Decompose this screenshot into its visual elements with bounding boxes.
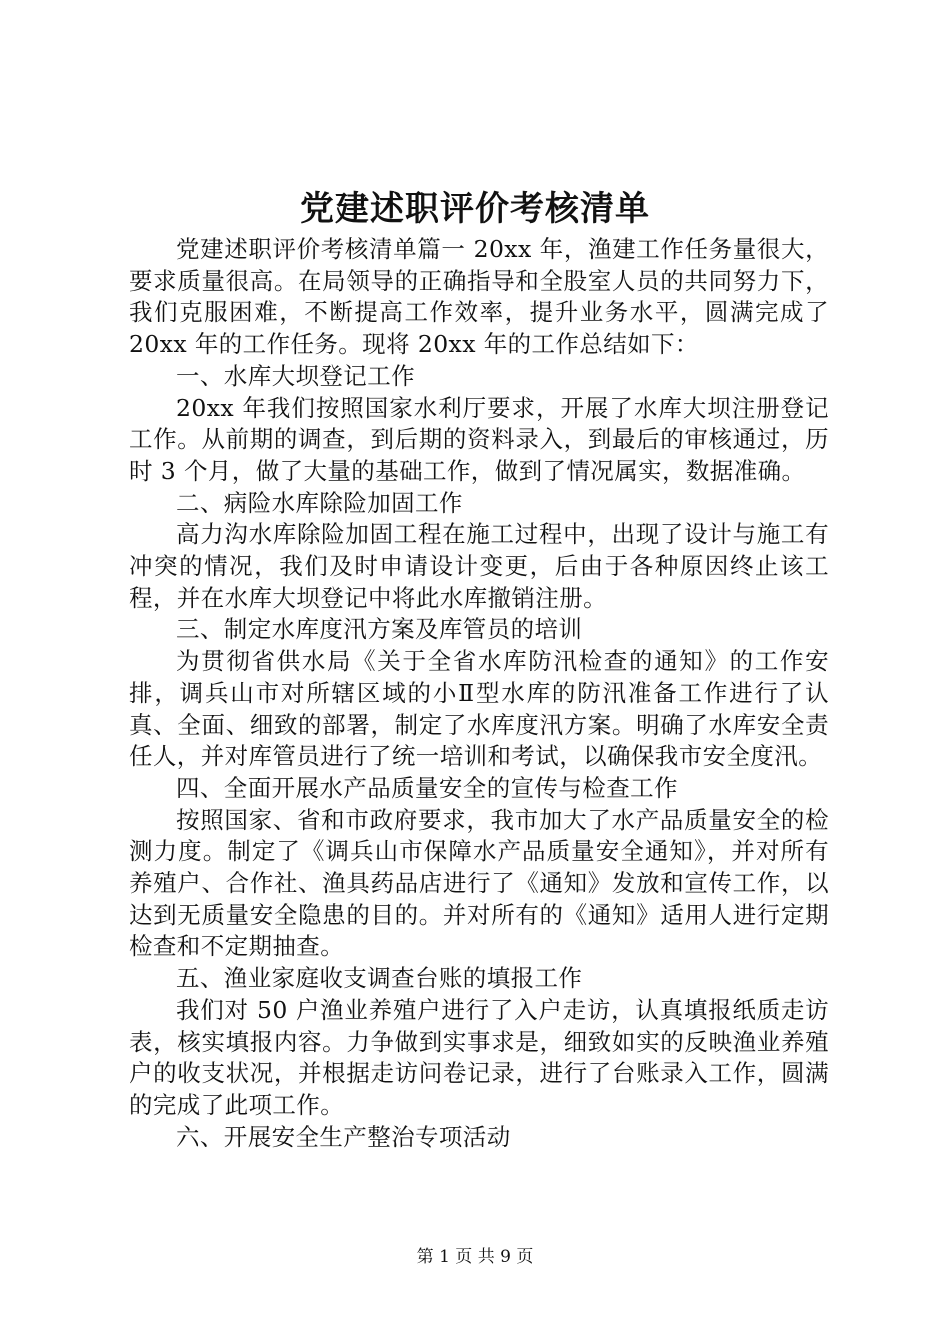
section-heading-6: 六、开展安全生产整治专项活动	[176, 1122, 511, 1151]
page-number-footer: 第 1 页 共 9 页	[416, 1247, 534, 1267]
section-heading-2: 二、病险水库除险加固工作	[176, 488, 463, 517]
paragraph-section-1: 20xx 年我们按照国家水利厅要求，开展了水库大坝注册登记工作。从前期的调查，到后期的资料录入，到最后的审核通过，历时 3 个月，做了大量的基础工作，做到了情况属实，数据准确。	[129, 393, 829, 485]
paragraph-intro: 党建述职评价考核清单篇一 20xx 年，渔建工作任务量很大，要求质量很高。在局领导的正确指导和全股室人员的共同努力下，我们克服困难，不断提高工作效率，提升业务水平，圆满完成了 20xx 年的工作任务。现将 20xx 年的工作总结如下：	[129, 235, 829, 359]
document-body	[129, 234, 829, 1153]
paragraph-section-4: 按照国家、省和市政府要求，我市加大了水产品质量安全的检测力度。制定了《调兵山市保障水产品质量安全通知》，并对所有养殖户、合作社、渔具药品店进行了《通知》发放和宣传工作，以达到无质量安全隐患的目的。并对所有的《通知》适用人进行定期检查和不定期抽查。	[129, 805, 829, 961]
section-heading-1: 一、水库大坝登记工作	[176, 361, 415, 390]
paragraph-section-3: 为贯彻省供水局《关于全省水库防汛检查的通知》的工作安排，调兵山市对所辖区域的小Ⅱ型水库的防汛准备工作进行了认真、全面、细致的部署，制定了水库度汛方案。明确了水库安全责任人，并对库管员进行了统一培训和考试，以确保我市安全度汛。	[129, 647, 829, 771]
paragraph-section-2: 高力沟水库除险加固工程在施工过程中，出现了设计与施工有冲突的情况，我们及时申请设计变更，后由于各种原因终止该工程，并在水库大坝登记中将此水库撤销注册。	[129, 520, 829, 612]
section-heading-5: 五、渔业家庭收支调查台账的填报工作	[176, 964, 583, 993]
section-heading-3: 三、制定水库度汛方案及库管员的培训	[176, 615, 583, 644]
document-title: 党建述职评价考核清单	[300, 189, 650, 229]
section-heading-4: 四、全面开展水产品质量安全的宣传与检查工作	[176, 773, 678, 802]
paragraph-section-5: 我们对 50 户渔业养殖户进行了入户走访，认真填报纸质走访表，核实填报内容。力争做到实事求是，细致如实的反映渔业养殖户的收支状况，并根据走访问卷记录，进行了台账录入工作，圆满的完成了此项工作。	[129, 995, 829, 1119]
